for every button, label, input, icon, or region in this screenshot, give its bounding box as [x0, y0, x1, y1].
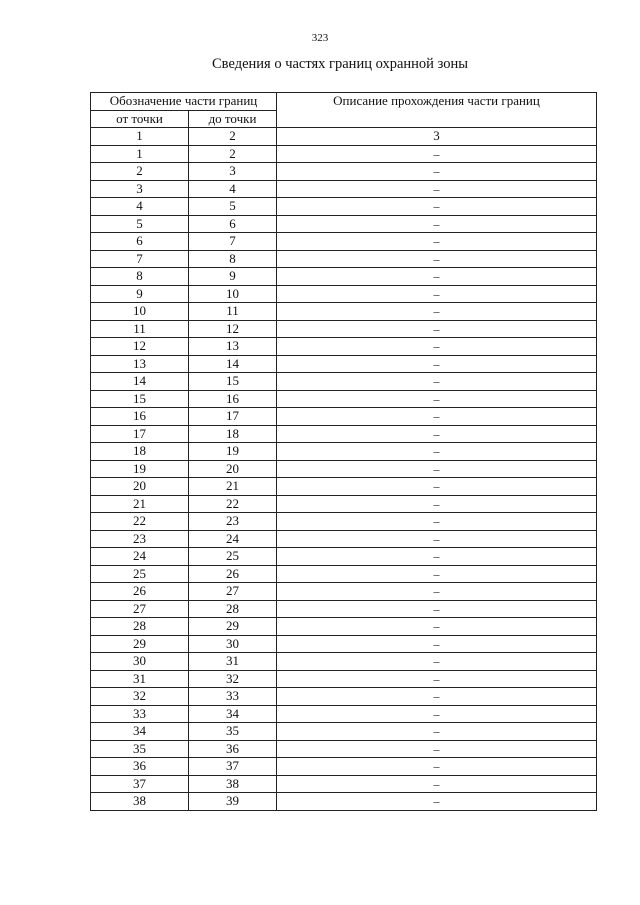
from-point-cell: 4	[91, 198, 189, 216]
description-cell: –	[277, 180, 597, 198]
description-cell: –	[277, 478, 597, 496]
from-point-cell: 26	[91, 583, 189, 601]
table-row	[91, 583, 597, 601]
table-row	[91, 705, 597, 723]
to-point-cell: 18	[189, 425, 277, 443]
header-row-group	[91, 93, 597, 111]
description-cell: –	[277, 320, 597, 338]
description-cell: –	[277, 268, 597, 286]
to-point-cell: 32	[189, 670, 277, 688]
to-point-cell: 20	[189, 460, 277, 478]
table-row	[91, 355, 597, 373]
table-row	[91, 180, 597, 198]
from-point-cell: 29	[91, 635, 189, 653]
to-point-cell: 13	[189, 338, 277, 356]
from-point-cell: 30	[91, 653, 189, 671]
table-row	[91, 285, 597, 303]
to-point-header: до точки	[189, 110, 277, 128]
from-point-cell: 19	[91, 460, 189, 478]
from-point-cell: 12	[91, 338, 189, 356]
to-point-cell: 27	[189, 583, 277, 601]
page-number: 323	[311, 32, 329, 44]
to-point-cell: 29	[189, 618, 277, 636]
to-point-cell: 24	[189, 530, 277, 548]
from-point-cell: 25	[91, 565, 189, 583]
description-cell: –	[277, 618, 597, 636]
from-point-cell: 20	[91, 478, 189, 496]
column-number-3: 3	[277, 128, 597, 146]
description-cell: –	[277, 635, 597, 653]
to-point-cell: 15	[189, 373, 277, 391]
to-point-cell: 23	[189, 513, 277, 531]
from-point-cell: 32	[91, 688, 189, 706]
table-row	[91, 373, 597, 391]
to-point-cell: 7	[189, 233, 277, 251]
table-row	[91, 495, 597, 513]
table-row	[91, 443, 597, 461]
to-point-cell: 12	[189, 320, 277, 338]
column-number-row	[91, 128, 597, 146]
description-cell: –	[277, 233, 597, 251]
from-point-cell: 28	[91, 618, 189, 636]
from-point-cell: 15	[91, 390, 189, 408]
table-row	[91, 198, 597, 216]
to-point-cell: 17	[189, 408, 277, 426]
from-point-cell: 16	[91, 408, 189, 426]
table-row	[91, 775, 597, 793]
description-cell: –	[277, 303, 597, 321]
table-row	[91, 268, 597, 286]
description-cell: –	[277, 600, 597, 618]
from-point-cell: 10	[91, 303, 189, 321]
from-point-cell: 14	[91, 373, 189, 391]
from-point-cell: 33	[91, 705, 189, 723]
from-point-cell: 1	[91, 145, 189, 163]
from-point-cell: 9	[91, 285, 189, 303]
to-point-cell: 22	[189, 495, 277, 513]
to-point-cell: 14	[189, 355, 277, 373]
to-point-cell: 39	[189, 793, 277, 811]
from-point-cell: 31	[91, 670, 189, 688]
description-cell: –	[277, 285, 597, 303]
table-body	[91, 128, 597, 811]
description-cell: –	[277, 495, 597, 513]
table-row	[91, 250, 597, 268]
to-point-cell: 4	[189, 180, 277, 198]
description-cell: –	[277, 653, 597, 671]
description-cell: –	[277, 408, 597, 426]
table-row	[91, 408, 597, 426]
to-point-cell: 31	[189, 653, 277, 671]
description-cell: –	[277, 740, 597, 758]
description-cell: –	[277, 460, 597, 478]
description-cell: –	[277, 198, 597, 216]
from-point-cell: 3	[91, 180, 189, 198]
to-point-cell: 35	[189, 723, 277, 741]
description-cell: –	[277, 373, 597, 391]
description-cell: –	[277, 723, 597, 741]
description-cell: –	[277, 215, 597, 233]
table-row	[91, 303, 597, 321]
to-point-cell: 19	[189, 443, 277, 461]
table-header	[91, 93, 597, 128]
description-cell: –	[277, 705, 597, 723]
to-point-cell: 34	[189, 705, 277, 723]
description-cell: –	[277, 443, 597, 461]
table-row	[91, 320, 597, 338]
description-cell: –	[277, 758, 597, 776]
from-point-cell: 35	[91, 740, 189, 758]
to-point-cell: 37	[189, 758, 277, 776]
table-row	[91, 565, 597, 583]
to-point-cell: 11	[189, 303, 277, 321]
table-row	[91, 215, 597, 233]
to-point-cell: 21	[189, 478, 277, 496]
description-cell: –	[277, 390, 597, 408]
from-point-cell: 22	[91, 513, 189, 531]
to-point-cell: 30	[189, 635, 277, 653]
description-cell: –	[277, 688, 597, 706]
from-point-cell: 11	[91, 320, 189, 338]
from-point-cell: 2	[91, 163, 189, 181]
to-point-cell: 26	[189, 565, 277, 583]
to-point-cell: 2	[189, 145, 277, 163]
description-cell: –	[277, 338, 597, 356]
description-cell: –	[277, 530, 597, 548]
table-row	[91, 530, 597, 548]
column-number-2: 2	[189, 128, 277, 146]
to-point-cell: 8	[189, 250, 277, 268]
description-cell: –	[277, 583, 597, 601]
from-point-cell: 18	[91, 443, 189, 461]
to-point-cell: 38	[189, 775, 277, 793]
description-cell: –	[277, 548, 597, 566]
table-row	[91, 758, 597, 776]
from-point-cell: 7	[91, 250, 189, 268]
description-cell: –	[277, 250, 597, 268]
table-row	[91, 163, 597, 181]
to-point-cell: 16	[189, 390, 277, 408]
table-row	[91, 390, 597, 408]
from-point-cell: 37	[91, 775, 189, 793]
description-cell: –	[277, 670, 597, 688]
document-title: Сведения о частях границ охранной зоны	[212, 56, 468, 72]
table-row	[91, 513, 597, 531]
from-point-header: от точки	[91, 110, 189, 128]
to-point-cell: 33	[189, 688, 277, 706]
from-point-cell: 8	[91, 268, 189, 286]
description-cell: –	[277, 775, 597, 793]
description-cell: –	[277, 425, 597, 443]
to-point-cell: 5	[189, 198, 277, 216]
to-point-cell: 9	[189, 268, 277, 286]
to-point-cell: 36	[189, 740, 277, 758]
table-row	[91, 740, 597, 758]
table-row	[91, 145, 597, 163]
description-cell: –	[277, 145, 597, 163]
from-point-cell: 24	[91, 548, 189, 566]
from-point-cell: 6	[91, 233, 189, 251]
from-point-cell: 38	[91, 793, 189, 811]
table-row	[91, 723, 597, 741]
boundary-part-designation-header: Обозначение части границ	[91, 93, 277, 111]
to-point-cell: 6	[189, 215, 277, 233]
to-point-cell: 28	[189, 600, 277, 618]
column-number-1: 1	[91, 128, 189, 146]
from-point-cell: 34	[91, 723, 189, 741]
table-row	[91, 338, 597, 356]
table-row	[91, 233, 597, 251]
table-row	[91, 460, 597, 478]
from-point-cell: 5	[91, 215, 189, 233]
table-row	[91, 688, 597, 706]
table-row	[91, 618, 597, 636]
from-point-cell: 17	[91, 425, 189, 443]
from-point-cell: 27	[91, 600, 189, 618]
from-point-cell: 13	[91, 355, 189, 373]
table-row	[91, 653, 597, 671]
table-row	[91, 670, 597, 688]
to-point-cell: 3	[189, 163, 277, 181]
table-row	[91, 425, 597, 443]
description-cell: –	[277, 355, 597, 373]
table-row	[91, 793, 597, 811]
from-point-cell: 21	[91, 495, 189, 513]
description-cell: –	[277, 163, 597, 181]
table-row	[91, 548, 597, 566]
from-point-cell: 36	[91, 758, 189, 776]
table-row	[91, 635, 597, 653]
from-point-cell: 23	[91, 530, 189, 548]
to-point-cell: 25	[189, 548, 277, 566]
description-cell: –	[277, 565, 597, 583]
table-row	[91, 478, 597, 496]
description-cell: –	[277, 513, 597, 531]
table-row	[91, 600, 597, 618]
description-cell: –	[277, 793, 597, 811]
boundary-parts-table	[90, 92, 597, 811]
boundary-description-header: Описание прохождения части границ	[277, 93, 597, 128]
to-point-cell: 10	[189, 285, 277, 303]
